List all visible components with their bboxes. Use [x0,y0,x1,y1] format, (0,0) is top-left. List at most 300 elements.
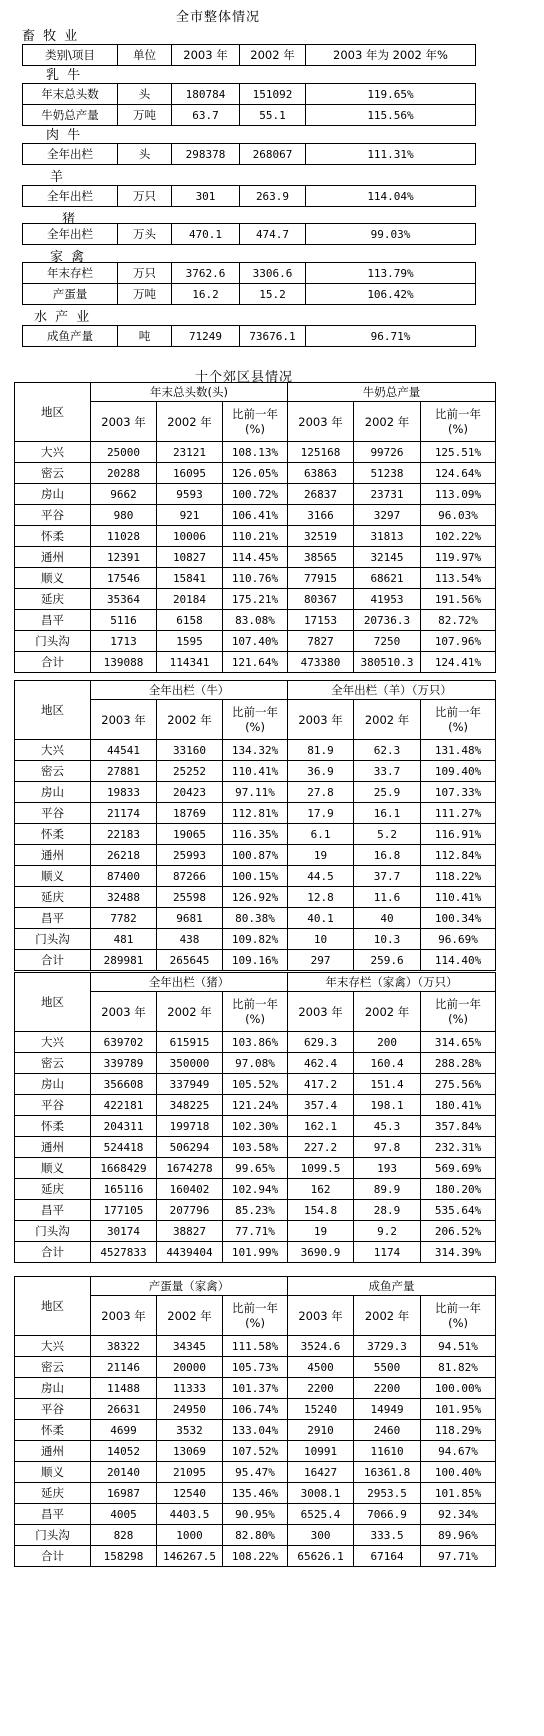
table-row [15,1242,496,1263]
value-2003: 87400 [91,866,157,887]
value-2003: 27.8 [288,782,354,803]
ratio: 232.31% [421,1137,496,1158]
ratio: 102.30% [223,1116,288,1137]
year-2002-header: 2002 年 [354,992,421,1032]
region-name: 顺义 [15,1158,91,1179]
table-row [15,1116,496,1137]
ratio: 100.40% [421,1462,496,1483]
value-2002: 31813 [354,526,421,547]
ratio-header-line2: (%) [448,421,468,436]
value-2002: 193 [354,1158,421,1179]
value-2002: 11.6 [354,887,421,908]
table-row [15,1179,496,1200]
value-2003: 12.8 [288,887,354,908]
city-group-table [22,325,476,347]
value-2002: 146267.5 [157,1546,223,1567]
value-2002: 97.8 [354,1137,421,1158]
ratio: 126.05% [223,463,288,484]
counties-title: 十个郊区县情况 [195,370,294,385]
value-2003: 154.8 [288,1200,354,1221]
value-2003: 470.1 [172,224,240,245]
ratio-header [223,1296,288,1336]
value-2003: 81.9 [288,740,354,761]
ratio-header [421,1296,496,1336]
ratio: 113.54% [421,568,496,589]
value-2003: 20288 [91,463,157,484]
ratio: 101.95% [421,1399,496,1420]
value-2002: 55.1 [240,105,306,126]
value-2003: 22183 [91,824,157,845]
value-2003: 1668429 [91,1158,157,1179]
value-2002: 2460 [354,1420,421,1441]
ratio: 106.41% [223,505,288,526]
region-name: 通州 [15,1441,91,1462]
group2-header: 牛奶总产量 [288,383,496,402]
ratio-header-line2: (%) [245,421,265,436]
value-2003: 462.4 [288,1053,354,1074]
year-2003-header: 2003 年 [288,992,354,1032]
ratio: 112.81% [223,803,288,824]
value-2003: 26837 [288,484,354,505]
value-2002: 1595 [157,631,223,652]
value-2002: 99726 [354,442,421,463]
ratio: 97.11% [223,782,288,803]
table-row [15,887,496,908]
table-row [15,1137,496,1158]
city-group-table [22,83,476,126]
table-row [15,1525,496,1546]
region-header: 地区 [15,1277,91,1336]
city-overview-title: 全市整体情况 [176,10,261,25]
value-2002: 15841 [157,568,223,589]
value-2002: 438 [157,929,223,950]
value-2002: 198.1 [354,1095,421,1116]
value-2002: 16361.8 [354,1462,421,1483]
value-2003: 36.9 [288,761,354,782]
value-2003: 481 [91,929,157,950]
value-2003: 30174 [91,1221,157,1242]
value-2002: 45.3 [354,1116,421,1137]
value-2002: 333.5 [354,1525,421,1546]
ratio: 114.45% [223,547,288,568]
region-name: 怀柔 [15,526,91,547]
table-row [15,1504,496,1525]
value-2002: 337949 [157,1074,223,1095]
value-2002: 151092 [240,84,306,105]
ratio: 108.22% [223,1546,288,1567]
ratio: 82.80% [223,1525,288,1546]
region-name: 怀柔 [15,824,91,845]
value-2003: 15240 [288,1399,354,1420]
value-2003: 4527833 [91,1242,157,1263]
table-row [15,740,496,761]
header-unit: 单位 [118,45,172,66]
value-2002: 18769 [157,803,223,824]
value-2002: 199718 [157,1116,223,1137]
table-row [15,929,496,950]
ratio-header-line2: (%) [448,719,468,734]
ratio: 92.34% [421,1504,496,1525]
value-2002: 7250 [354,631,421,652]
value-2003: 300 [288,1525,354,1546]
value-2003: 35364 [91,589,157,610]
ratio: 100.15% [223,866,288,887]
table-row [15,1420,496,1441]
value-2003: 4500 [288,1357,354,1378]
ratio-header-line2: (%) [448,1315,468,1330]
table-row [15,1053,496,1074]
table-row [23,186,476,207]
year-2003-header: 2003 年 [288,1296,354,1336]
ratio: 180.20% [421,1179,496,1200]
ratio: 85.23% [223,1200,288,1221]
region-name: 延庆 [15,1179,91,1200]
table-row [23,105,476,126]
ratio: 81.82% [421,1357,496,1378]
ratio: 107.40% [223,631,288,652]
ratio: 94.51% [421,1336,496,1357]
unit: 吨 [118,326,172,347]
value-2002: 200 [354,1032,421,1053]
region-name: 怀柔 [15,1116,91,1137]
value-2003: 3166 [288,505,354,526]
value-2002: 25.9 [354,782,421,803]
value-2002: 5.2 [354,824,421,845]
value-2002: 32145 [354,547,421,568]
city-group-label: 猪 [62,212,78,227]
ratio: 105.52% [223,1074,288,1095]
ratio-header-line1: 比前一年 [435,704,482,719]
value-2002: 9681 [157,908,223,929]
value-2003: 32519 [288,526,354,547]
ratio: 134.32% [223,740,288,761]
region-name: 房山 [15,1074,91,1095]
table-row [15,610,496,631]
year-2003-header: 2003 年 [91,700,157,740]
ratio: 100.72% [223,484,288,505]
value-2002: 20000 [157,1357,223,1378]
item-name: 成鱼产量 [23,326,118,347]
value-2002: 2200 [354,1378,421,1399]
ratio: 111.31% [306,144,476,165]
value-2002: 41953 [354,589,421,610]
value-2002: 25252 [157,761,223,782]
value-2002: 474.7 [240,224,306,245]
header-2002: 2002 年 [240,45,306,66]
ratio: 103.86% [223,1032,288,1053]
year-2002-header: 2002 年 [157,1296,223,1336]
value-2003: 162.1 [288,1116,354,1137]
table-row [15,1378,496,1399]
region-name: 门头沟 [15,1525,91,1546]
table-row [23,326,476,347]
value-2003: 27881 [91,761,157,782]
ratio: 102.22% [421,526,496,547]
table-row [15,631,496,652]
ratio: 97.08% [223,1053,288,1074]
ratio-header-line1: 比前一年 [232,996,279,1011]
value-2003: 139088 [91,652,157,673]
year-2002-header: 2002 年 [354,402,421,442]
unit: 万只 [118,186,172,207]
value-2002: 348225 [157,1095,223,1116]
value-2002: 62.3 [354,740,421,761]
value-2002: 20423 [157,782,223,803]
ratio: 101.85% [421,1483,496,1504]
item-name: 年末总头数 [23,84,118,105]
group2-header: 全年出栏（羊）（万只） [288,681,496,700]
region-name: 大兴 [15,442,91,463]
value-2003: 4699 [91,1420,157,1441]
ratio: 96.69% [421,929,496,950]
table-row [15,1357,496,1378]
value-2002: 263.9 [240,186,306,207]
value-2002: 24950 [157,1399,223,1420]
ratio: 275.56% [421,1074,496,1095]
table-row [15,547,496,568]
ratio: 314.65% [421,1032,496,1053]
value-2003: 165116 [91,1179,157,1200]
table-row [15,1483,496,1504]
value-2003: 44541 [91,740,157,761]
region-name: 通州 [15,547,91,568]
value-2002: 23731 [354,484,421,505]
value-2003: 3008.1 [288,1483,354,1504]
ratio: 107.33% [421,782,496,803]
unit: 头 [118,144,172,165]
value-2003: 639702 [91,1032,157,1053]
ratio: 83.08% [223,610,288,631]
ratio: 125.51% [421,442,496,463]
table-row [15,568,496,589]
value-2003: 12391 [91,547,157,568]
value-2003: 125168 [288,442,354,463]
unit: 万头 [118,224,172,245]
year-2003-header: 2003 年 [91,402,157,442]
ratio: 180.41% [421,1095,496,1116]
value-2002: 151.4 [354,1074,421,1095]
value-2003: 17546 [91,568,157,589]
ratio: 110.76% [223,568,288,589]
value-2003: 3524.6 [288,1336,354,1357]
city-group-label: 羊 [50,170,66,185]
value-2002: 11610 [354,1441,421,1462]
value-2002: 268067 [240,144,306,165]
ratio: 535.64% [421,1200,496,1221]
unit: 万吨 [118,105,172,126]
ratio: 114.40% [421,950,496,971]
value-2002: 10006 [157,526,223,547]
item-name: 年末存栏 [23,263,118,284]
value-2003: 10991 [288,1441,354,1462]
ratio: 110.41% [421,887,496,908]
county-table [14,680,496,971]
value-2002: 6158 [157,610,223,631]
ratio-header-line1: 比前一年 [435,406,481,421]
value-2002: 28.9 [354,1200,421,1221]
table-row [23,263,476,284]
table-row [15,824,496,845]
value-2003: 80367 [288,589,354,610]
value-2003: 17153 [288,610,354,631]
value-2003: 980 [91,505,157,526]
value-2002: 3729.3 [354,1336,421,1357]
unit: 万只 [118,263,172,284]
value-2003: 7782 [91,908,157,929]
ratio: 119.97% [421,547,496,568]
table-row [15,1336,496,1357]
ratio: 118.22% [421,866,496,887]
value-2003: 524418 [91,1137,157,1158]
item-name: 全年出栏 [23,186,118,207]
ratio: 108.13% [223,442,288,463]
table-row [15,526,496,547]
table-row [15,1200,496,1221]
ratio: 314.39% [421,1242,496,1263]
region-name: 门头沟 [15,1221,91,1242]
group1-header: 年末总头数(头) [91,383,288,402]
value-2002: 2953.5 [354,1483,421,1504]
value-2003: 65626.1 [288,1546,354,1567]
item-name: 全年出栏 [23,144,118,165]
ratio: 102.94% [223,1179,288,1200]
value-2003: 2910 [288,1420,354,1441]
region-name: 密云 [15,1053,91,1074]
header-category: 类别\项目 [23,45,118,66]
ratio: 106.74% [223,1399,288,1420]
ratio: 288.28% [421,1053,496,1074]
ratio: 569.69% [421,1158,496,1179]
region-header: 地区 [15,973,91,1032]
ratio: 107.52% [223,1441,288,1462]
ratio: 115.56% [306,105,476,126]
value-2002: 25993 [157,845,223,866]
table-row [15,1032,496,1053]
value-2003: 38565 [288,547,354,568]
ratio: 126.92% [223,887,288,908]
value-2002: 19065 [157,824,223,845]
value-2003: 177105 [91,1200,157,1221]
ratio: 82.72% [421,610,496,631]
ratio: 95.47% [223,1462,288,1483]
region-name: 房山 [15,1378,91,1399]
header-ratio: 2003 年为 2002 年% [306,45,476,66]
value-2002: 13069 [157,1441,223,1462]
ratio-header [223,992,288,1032]
value-2002: 506294 [157,1137,223,1158]
value-2002: 89.9 [354,1179,421,1200]
value-2002: 3297 [354,505,421,526]
value-2003: 20140 [91,1462,157,1483]
ratio: 80.38% [223,908,288,929]
table-row [15,950,496,971]
region-name: 平谷 [15,1095,91,1116]
ratio: 89.96% [421,1525,496,1546]
ratio: 113.09% [421,484,496,505]
table-row [15,1462,496,1483]
ratio-header-line1: 比前一年 [232,406,278,421]
value-2003: 417.2 [288,1074,354,1095]
value-2002: 160.4 [354,1053,421,1074]
ratio: 133.04% [223,1420,288,1441]
value-2003: 77915 [288,568,354,589]
table-row [15,1441,496,1462]
ratio: 112.84% [421,845,496,866]
region-name: 房山 [15,782,91,803]
ratio: 135.46% [223,1483,288,1504]
value-2003: 16427 [288,1462,354,1483]
table-row [15,866,496,887]
region-name: 合计 [15,652,91,673]
table-row [15,589,496,610]
ratio: 96.71% [306,326,476,347]
value-2003: 297 [288,950,354,971]
table-row [15,652,496,673]
table-row [15,1399,496,1420]
value-2003: 11028 [91,526,157,547]
value-2003: 357.4 [288,1095,354,1116]
value-2003: 9662 [91,484,157,505]
ratio: 90.95% [223,1504,288,1525]
value-2002: 380510.3 [354,652,421,673]
value-2002: 7066.9 [354,1504,421,1525]
item-name: 全年出栏 [23,224,118,245]
region-name: 合计 [15,950,91,971]
value-2002: 16.8 [354,845,421,866]
ratio: 97.71% [421,1546,496,1567]
value-2003: 14052 [91,1441,157,1462]
value-2003: 298378 [172,144,240,165]
region-name: 密云 [15,1357,91,1378]
value-2002: 5500 [354,1357,421,1378]
ratio: 109.16% [223,950,288,971]
value-2002: 11333 [157,1378,223,1399]
unit: 头 [118,84,172,105]
region-name: 平谷 [15,1399,91,1420]
value-2002: 21095 [157,1462,223,1483]
value-2002: 16095 [157,463,223,484]
table-row [15,463,496,484]
value-2003: 63863 [288,463,354,484]
value-2002: 87266 [157,866,223,887]
value-2003: 227.2 [288,1137,354,1158]
value-2002: 615915 [157,1032,223,1053]
city-header-table [22,44,476,66]
value-2003: 1713 [91,631,157,652]
value-2003: 63.7 [172,105,240,126]
ratio: 100.34% [421,908,496,929]
ratio: 191.56% [421,589,496,610]
ratio: 357.84% [421,1116,496,1137]
value-2003: 44.5 [288,866,354,887]
value-2003: 629.3 [288,1032,354,1053]
value-2003: 25000 [91,442,157,463]
value-2003: 19 [288,845,354,866]
value-2003: 11488 [91,1378,157,1399]
ratio: 101.37% [223,1378,288,1399]
value-2003: 162 [288,1179,354,1200]
ratio: 109.40% [421,761,496,782]
year-2003-header: 2003 年 [288,700,354,740]
value-2002: 34345 [157,1336,223,1357]
year-2002-header: 2002 年 [157,402,223,442]
table-row [15,782,496,803]
year-2002-header: 2002 年 [157,700,223,740]
item-name: 牛奶总产量 [23,105,118,126]
ratio: 100.00% [421,1378,496,1399]
value-2002: 10827 [157,547,223,568]
value-2002: 350000 [157,1053,223,1074]
